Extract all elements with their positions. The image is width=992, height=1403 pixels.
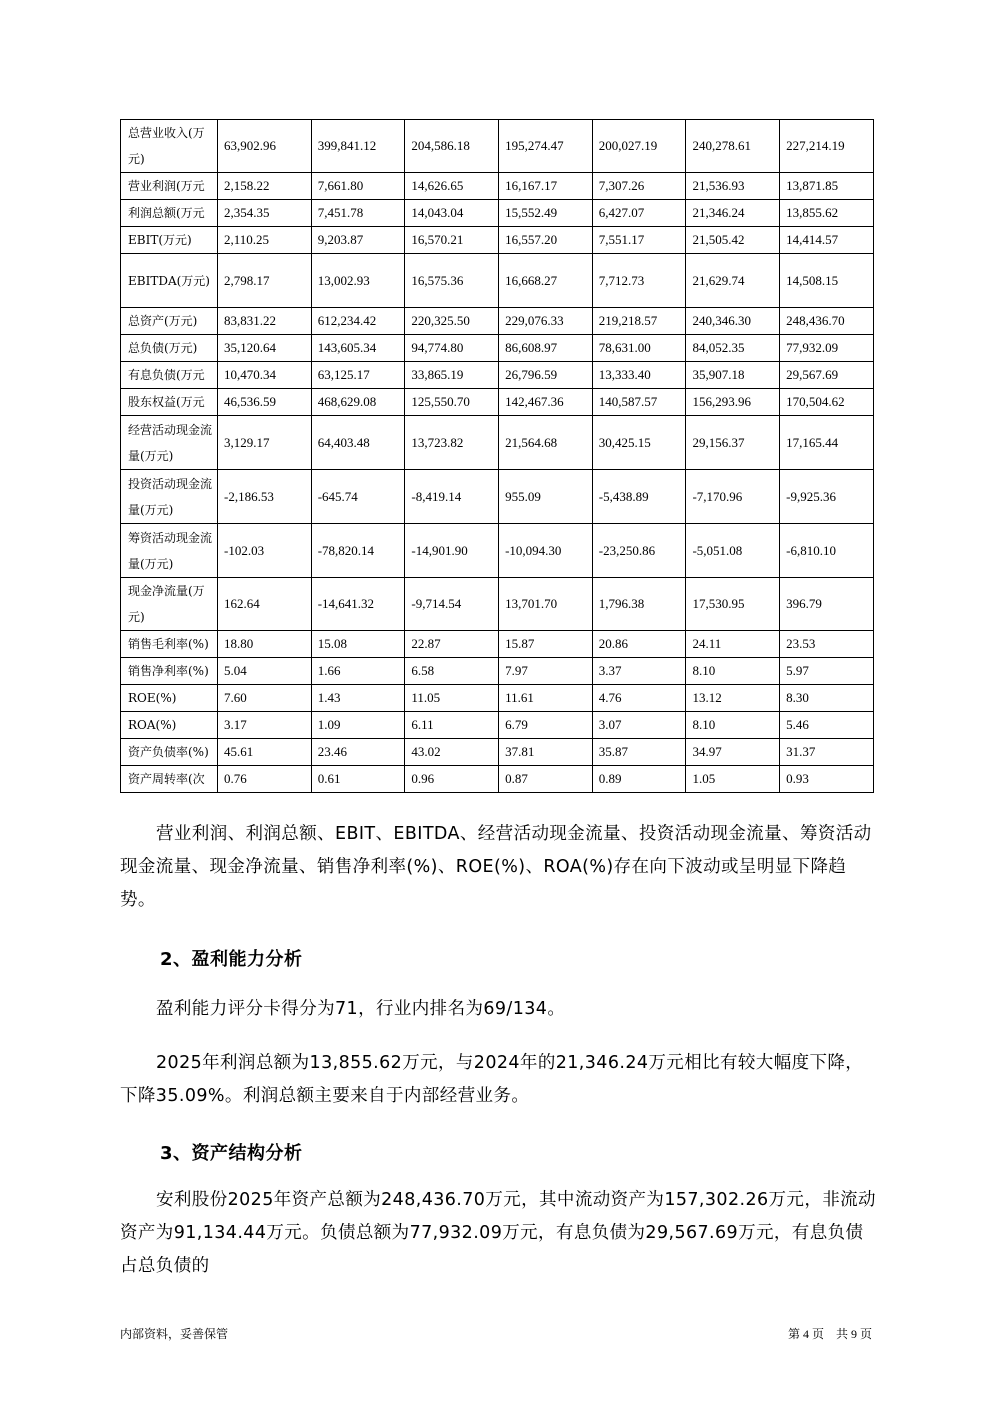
row-label: 经营活动现金流量(万元): [121, 416, 218, 470]
table-cell: 7,712.73: [592, 254, 686, 308]
table-cell: 7.60: [218, 685, 312, 712]
row-label: 总负债(万元): [121, 335, 218, 362]
table-cell: 1.05: [686, 766, 780, 793]
row-label: 资产负债率(%): [121, 739, 218, 766]
table-cell: 64,403.48: [311, 416, 405, 470]
table-cell: 1.09: [311, 712, 405, 739]
table-cell: 11.05: [405, 685, 499, 712]
table-row: [121, 416, 874, 470]
table-cell: 16,167.17: [499, 173, 593, 200]
table-cell: 21,346.24: [686, 200, 780, 227]
table-cell: 396.79: [780, 578, 874, 631]
table-cell: 14,043.04: [405, 200, 499, 227]
total-pages: 9: [850, 1327, 857, 1341]
table-cell: 43.02: [405, 739, 499, 766]
table-row: [121, 766, 874, 793]
row-label: 投资活动现金流量(万元): [121, 470, 218, 524]
table-cell: -9,714.54: [405, 578, 499, 631]
table-cell: 6.79: [499, 712, 593, 739]
table-cell: 13,871.85: [780, 173, 874, 200]
table-cell: 18.80: [218, 631, 312, 658]
table-cell: 125,550.70: [405, 389, 499, 416]
table-cell: -102.03: [218, 524, 312, 578]
row-label: 营业利润(万元: [121, 173, 218, 200]
table-cell: 140,587.57: [592, 389, 686, 416]
table-cell: 16,557.20: [499, 227, 593, 254]
table-cell: 14,508.15: [780, 254, 874, 308]
table-cell: 21,536.93: [686, 173, 780, 200]
table-cell: -5,438.89: [592, 470, 686, 524]
table-cell: 13,002.93: [311, 254, 405, 308]
table-cell: 142,467.36: [499, 389, 593, 416]
row-label: 总营业收入(万元): [121, 120, 218, 173]
table-cell: 24.11: [686, 631, 780, 658]
table-cell: 248,436.70: [780, 308, 874, 335]
table-cell: 0.61: [311, 766, 405, 793]
table-row: [121, 578, 874, 631]
table-cell: 63,125.17: [311, 362, 405, 389]
table-cell: 10,470.34: [218, 362, 312, 389]
table-cell: 162.64: [218, 578, 312, 631]
table-cell: 955.09: [499, 470, 593, 524]
table-cell: 84,052.35: [686, 335, 780, 362]
table-row: [121, 712, 874, 739]
table-cell: 17,530.95: [686, 578, 780, 631]
table-cell: -2,186.53: [218, 470, 312, 524]
table-cell: -645.74: [311, 470, 405, 524]
table-cell: 6,427.07: [592, 200, 686, 227]
table-cell: 7,661.80: [311, 173, 405, 200]
table-cell: -6,810.10: [780, 524, 874, 578]
table-cell: 45.61: [218, 739, 312, 766]
table-cell: 13,723.82: [405, 416, 499, 470]
asset-structure-paragraph: 安利股份2025年资产总额为248,436.70万元，其中流动资产为157,302.26万元，非流动资产为91,134.44万元。负债总额为77,932.09万元，有息负债为29,567.69万元，有息负债占总负债的: [120, 1190, 876, 1276]
table-cell: 200,027.19: [592, 120, 686, 173]
table-cell: 2,354.35: [218, 200, 312, 227]
row-label: 现金净流量(万元): [121, 578, 218, 631]
table-cell: 3.37: [592, 658, 686, 685]
table-cell: 3,129.17: [218, 416, 312, 470]
table-cell: -14,901.90: [405, 524, 499, 578]
table-cell: 20.86: [592, 631, 686, 658]
table-cell: 1.43: [311, 685, 405, 712]
table-cell: -78,820.14: [311, 524, 405, 578]
table-row: [121, 524, 874, 578]
table-cell: 46,536.59: [218, 389, 312, 416]
table-cell: 14,626.65: [405, 173, 499, 200]
row-label: EBIT(万元): [121, 227, 218, 254]
table-cell: 22.87: [405, 631, 499, 658]
table-cell: 23.46: [311, 739, 405, 766]
profitability-score-paragraph: 盈利能力评分卡得分为71，行业内排名为69/134。: [156, 999, 566, 1019]
profit-change-paragraph: 2025年利润总额为13,855.62万元，与2024年的21,346.24万元相比有较大幅度下降，下降35.09%。利润总额主要来自于内部经营业务。: [120, 1053, 864, 1106]
table-row: [121, 739, 874, 766]
table-cell: 26,796.59: [499, 362, 593, 389]
table-cell: 2,110.25: [218, 227, 312, 254]
table-cell: 7,451.78: [311, 200, 405, 227]
table-cell: 13,855.62: [780, 200, 874, 227]
row-label: EBITDA(万元): [121, 254, 218, 308]
table-row: [121, 308, 874, 335]
table-row: [121, 470, 874, 524]
financial-table: [120, 119, 874, 793]
table-cell: 0.96: [405, 766, 499, 793]
table-cell: 16,570.21: [405, 227, 499, 254]
table-cell: 227,214.19: [780, 120, 874, 173]
table-cell: 13.12: [686, 685, 780, 712]
table-cell: 7.97: [499, 658, 593, 685]
table-cell: 16,575.36: [405, 254, 499, 308]
table-cell: 35.87: [592, 739, 686, 766]
table-cell: -9,925.36: [780, 470, 874, 524]
table-cell: 31.37: [780, 739, 874, 766]
row-label: ROE(%): [121, 685, 218, 712]
table-cell: 4.76: [592, 685, 686, 712]
table-row: [121, 685, 874, 712]
table-cell: 13,333.40: [592, 362, 686, 389]
table-cell: 34.97: [686, 739, 780, 766]
table-row: [121, 389, 874, 416]
table-cell: -5,051.08: [686, 524, 780, 578]
row-label: 销售净利率(%): [121, 658, 218, 685]
table-cell: 6.11: [405, 712, 499, 739]
row-label: 资产周转率(次: [121, 766, 218, 793]
table-cell: 0.89: [592, 766, 686, 793]
table-cell: 35,907.18: [686, 362, 780, 389]
table-cell: 15.87: [499, 631, 593, 658]
table-row: [121, 227, 874, 254]
page-mid: 页 共: [811, 1327, 848, 1341]
table-cell: 33,865.19: [405, 362, 499, 389]
table-cell: 29,156.37: [686, 416, 780, 470]
table-cell: 220,325.50: [405, 308, 499, 335]
row-label: 销售毛利率(%): [121, 631, 218, 658]
table-cell: 399,841.12: [311, 120, 405, 173]
table-cell: 63,902.96: [218, 120, 312, 173]
table-cell: 77,932.09: [780, 335, 874, 362]
table-cell: 7,307.26: [592, 173, 686, 200]
table-cell: 35,120.64: [218, 335, 312, 362]
table-row: [121, 335, 874, 362]
table-cell: -7,170.96: [686, 470, 780, 524]
table-row: [121, 254, 874, 308]
table-cell: 6.58: [405, 658, 499, 685]
table-cell: 195,274.47: [499, 120, 593, 173]
footer-confidential-note: 内部资料，妥善保管: [120, 1327, 229, 1341]
row-label: ROA(%): [121, 712, 218, 739]
row-label: 有息负债(万元: [121, 362, 218, 389]
table-cell: 468,629.08: [311, 389, 405, 416]
page-suffix: 页: [859, 1327, 872, 1341]
current-page: 4: [802, 1327, 809, 1341]
table-cell: 5.46: [780, 712, 874, 739]
table-cell: 3.07: [592, 712, 686, 739]
table-cell: 240,278.61: [686, 120, 780, 173]
table-cell: 204,586.18: [405, 120, 499, 173]
table-cell: 1.66: [311, 658, 405, 685]
table-cell: 0.87: [499, 766, 593, 793]
table-cell: 156,293.96: [686, 389, 780, 416]
section-heading-asset-structure: 3、资产结构分析: [160, 1143, 303, 1164]
section-heading-profitability: 2、盈利能力分析: [160, 949, 303, 970]
table-cell: 2,158.22: [218, 173, 312, 200]
table-cell: 13,701.70: [499, 578, 593, 631]
table-cell: -23,250.86: [592, 524, 686, 578]
table-cell: 21,629.74: [686, 254, 780, 308]
table-row: [121, 200, 874, 227]
row-label: 利润总额(万元: [121, 200, 218, 227]
table-row: [121, 631, 874, 658]
table-cell: 8.10: [686, 658, 780, 685]
row-label: 股东权益(万元: [121, 389, 218, 416]
table-cell: 14,414.57: [780, 227, 874, 254]
table-cell: 612,234.42: [311, 308, 405, 335]
table-cell: 170,504.62: [780, 389, 874, 416]
table-cell: 21,505.42: [686, 227, 780, 254]
table-cell: -14,641.32: [311, 578, 405, 631]
table-cell: 240,346.30: [686, 308, 780, 335]
row-label: 总资产(万元): [121, 308, 218, 335]
table-cell: 3.17: [218, 712, 312, 739]
table-cell: 9,203.87: [311, 227, 405, 254]
page-prefix: 第: [787, 1327, 800, 1341]
table-cell: 15,552.49: [499, 200, 593, 227]
table-cell: 94,774.80: [405, 335, 499, 362]
table-cell: 2,798.17: [218, 254, 312, 308]
table-cell: 21,564.68: [499, 416, 593, 470]
row-label: 筹资活动现金流量(万元): [121, 524, 218, 578]
footer-page-number: [788, 1325, 872, 1342]
table-cell: 83,831.22: [218, 308, 312, 335]
table-cell: 5.04: [218, 658, 312, 685]
table-cell: -10,094.30: [499, 524, 593, 578]
table-cell: 5.97: [780, 658, 874, 685]
table-cell: 30,425.15: [592, 416, 686, 470]
table-cell: 0.76: [218, 766, 312, 793]
table-row: [121, 120, 874, 173]
table-row: [121, 658, 874, 685]
table-cell: 37.81: [499, 739, 593, 766]
table-cell: 219,218.57: [592, 308, 686, 335]
table-cell: 15.08: [311, 631, 405, 658]
table-cell: 229,076.33: [499, 308, 593, 335]
table-cell: 86,608.97: [499, 335, 593, 362]
table-cell: 16,668.27: [499, 254, 593, 308]
table-cell: 78,631.00: [592, 335, 686, 362]
table-cell: 29,567.69: [780, 362, 874, 389]
table-cell: 143,605.34: [311, 335, 405, 362]
table-cell: 7,551.17: [592, 227, 686, 254]
table-row: [121, 362, 874, 389]
table-row: [121, 173, 874, 200]
table-cell: 8.30: [780, 685, 874, 712]
table-cell: 17,165.44: [780, 416, 874, 470]
table-cell: 23.53: [780, 631, 874, 658]
summary-paragraph: 营业利润、利润总额、EBIT、EBITDA、经营活动现金流量、投资活动现金流量、筹资活动现金流量、现金净流量、销售净利率(%)、ROE(%)、ROA(%)存在向下波动或呈明显下降趋势。: [120, 824, 872, 910]
table-cell: 11.61: [499, 685, 593, 712]
table-cell: 8.10: [686, 712, 780, 739]
table-cell: 0.93: [780, 766, 874, 793]
table-cell: -8,419.14: [405, 470, 499, 524]
table-cell: 1,796.38: [592, 578, 686, 631]
